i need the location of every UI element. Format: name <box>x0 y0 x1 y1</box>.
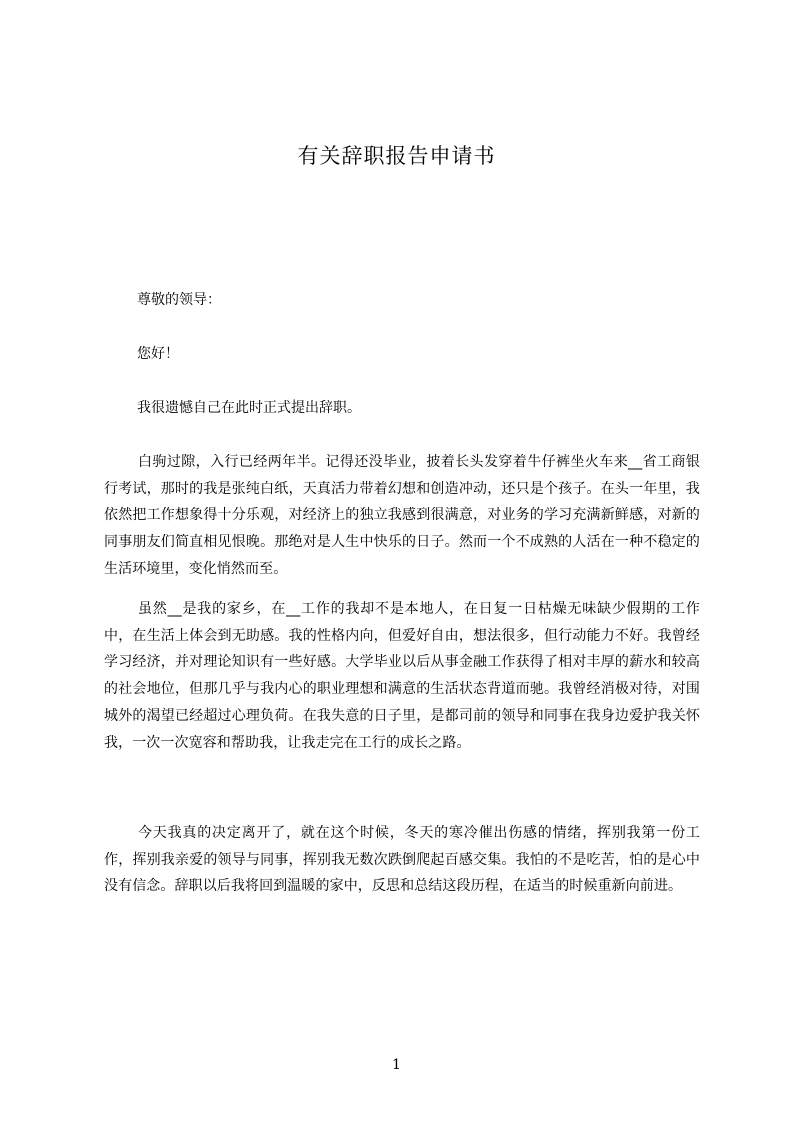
body-paragraph-3: 今天我真的决定离开了，就在这个时候，冬天的寒冷催出伤感的情绪，挥别我第一份工作，挥别我亲爱的领导与同事，挥别我无数次跌倒爬起百感交集。我怕的不是吃苦，怕的是心中没有信念。辞职以后我将回到温暖的家中，反思和总结这段历程，在适当的时候重新向前进。 <box>104 825 700 895</box>
salutation: 尊敬的领导： <box>137 292 221 308</box>
body-paragraph-2: 虽然__是我的家乡，在__工作的我却不是本地人，在日复一日枯燥无味缺少假期的工作中，在生活上体会到无助感。我的性格内向，但爱好自由，想法很多，但行动能力不好。我曾经学习经济，并对理论知识有一些好感。大学毕业以后从事金融工作获得了相对丰厚的薪水和较高的社会地位，但那几乎与我内心的职业理想和满意的生活状态背道而驰。我曾经消极对待，对围城外的渴望已经超过心理负荷。在我失意的日子里，是都司前的领导和同事在我身边爱护我关怀我，一次一次宽容和帮助我，让我走完在工行的成长之路。 <box>104 601 700 751</box>
intro-line: 我很遗憾自己在此时正式提出辞职。 <box>137 400 361 416</box>
page-number: 1 <box>392 1057 401 1073</box>
greeting: 您好！ <box>137 346 179 362</box>
body-paragraph-1: 白驹过隙，入行已经两年半。记得还没毕业，披着长头发穿着牛仔裤坐火车来__省工商银行考试，那时的我是张纯白纸，天真活力带着幻想和创造冲动，还只是个孩子。在头一年里，我依然把工作想象得十分乐观，对经济上的独立我感到很满意，对业务的学习充满新鲜感，对新的同事朋友们简直相见恨晚。那绝对是人生中快乐的日子。然而一个不成熟的人活在一种不稳定的生活环境里，变化悄然而至。 <box>104 454 700 577</box>
document-title: 有关辞职报告申请书 <box>297 144 496 168</box>
